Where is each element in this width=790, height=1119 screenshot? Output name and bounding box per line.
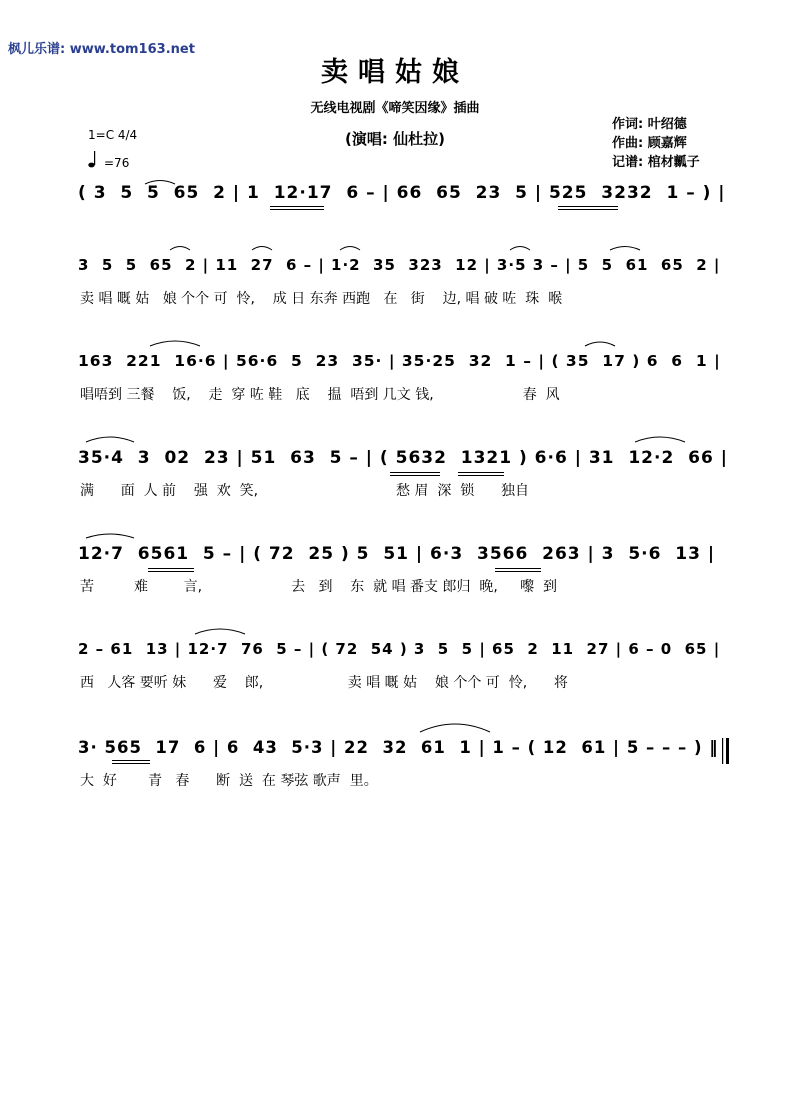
score-line-6-notes: 2 – 61 13 | 12·7 76 5 – | ( 72 54 ) 3 5 5 | 65 2 11 27 | 6 – 0 65 | bbox=[78, 640, 721, 658]
score-line-4-notes: 35·4 3 02 23 | 51 63 5 – | ( 5632 1321 ) 6·6 | 31 12·2 66 | bbox=[78, 448, 728, 468]
credit-transcriber: 记谱: 棺材瓤子 bbox=[612, 155, 700, 170]
score-line-5-notes: 12·7 6561 5 – | ( 72 25 ) 5 51 | 6·3 3566 263 | 3 5·6 13 | bbox=[78, 544, 716, 564]
score-line-5-lyrics: 苦 难 言, 去 到 东 就 唱 番支 郎归 晚, 嚟 到 bbox=[80, 579, 558, 595]
key-signature: 1=C 4/4 bbox=[88, 128, 138, 142]
site-label: 枫儿乐谱: www.tom163.net bbox=[8, 42, 195, 57]
score-line-3-notes: 163 221 16·6 | 56·6 5 23 35· | 35·25 32 1 – | ( 35 17 ) 6 6 1 | bbox=[78, 352, 721, 370]
slur-marks bbox=[86, 181, 685, 733]
final-barline bbox=[722, 738, 729, 764]
credit-composer: 作曲: 顾嘉辉 bbox=[612, 136, 687, 151]
score-line-3-lyrics: 唱唔到 三餐 饭, 走 穿 咗 鞋 底 揾 唔到 几文 钱, 春 风 bbox=[80, 387, 560, 403]
score-line-1-notes: ( 3 5 5 65 2 | 1 12·17 6 – | 66 65 23 5 | 525 3232 1 – ) | bbox=[78, 183, 726, 203]
performer: (演唱: 仙杜拉) bbox=[345, 130, 445, 148]
score-line-2-notes: 3 5 5 65 2 | 11 27 6 – | 1·2 35 323 12 | 3·5 3 – | 5 5 61 65 2 | bbox=[78, 256, 721, 274]
score-line-6-lyrics: 西 人客 要听 妹 爱 郎, 卖 唱 嘅 姑 娘 个个 可 怜, 将 bbox=[80, 675, 568, 691]
score-line-2-lyrics: 卖 唱 嘅 姑 娘 个个 可 怜, 成 日 东奔 西跑 在 街 边, 唱 破 咗 珠 喉 bbox=[80, 291, 563, 307]
song-subtitle: 无线电视剧《啼笑因缘》插曲 bbox=[310, 101, 480, 116]
score-line-4-lyrics: 满 面 人 前 强 欢 笑, 愁 眉 深 锁 独自 bbox=[80, 483, 530, 499]
score-line-7-lyrics: 大 好 青 春 断 送 在 琴弦 歌声 里。 bbox=[80, 773, 378, 789]
tempo-marking: =76 bbox=[104, 156, 130, 170]
score-line-7-notes: 3· 565 17 6 | 6 43 5·3 | 22 32 61 1 | 1 – ( 12 61 | 5 – – – ) ‖ bbox=[78, 738, 719, 757]
song-title: 卖唱姑娘 bbox=[321, 57, 469, 88]
beam-underlines bbox=[112, 206, 618, 764]
credit-lyricist: 作词: 叶绍德 bbox=[612, 117, 687, 132]
